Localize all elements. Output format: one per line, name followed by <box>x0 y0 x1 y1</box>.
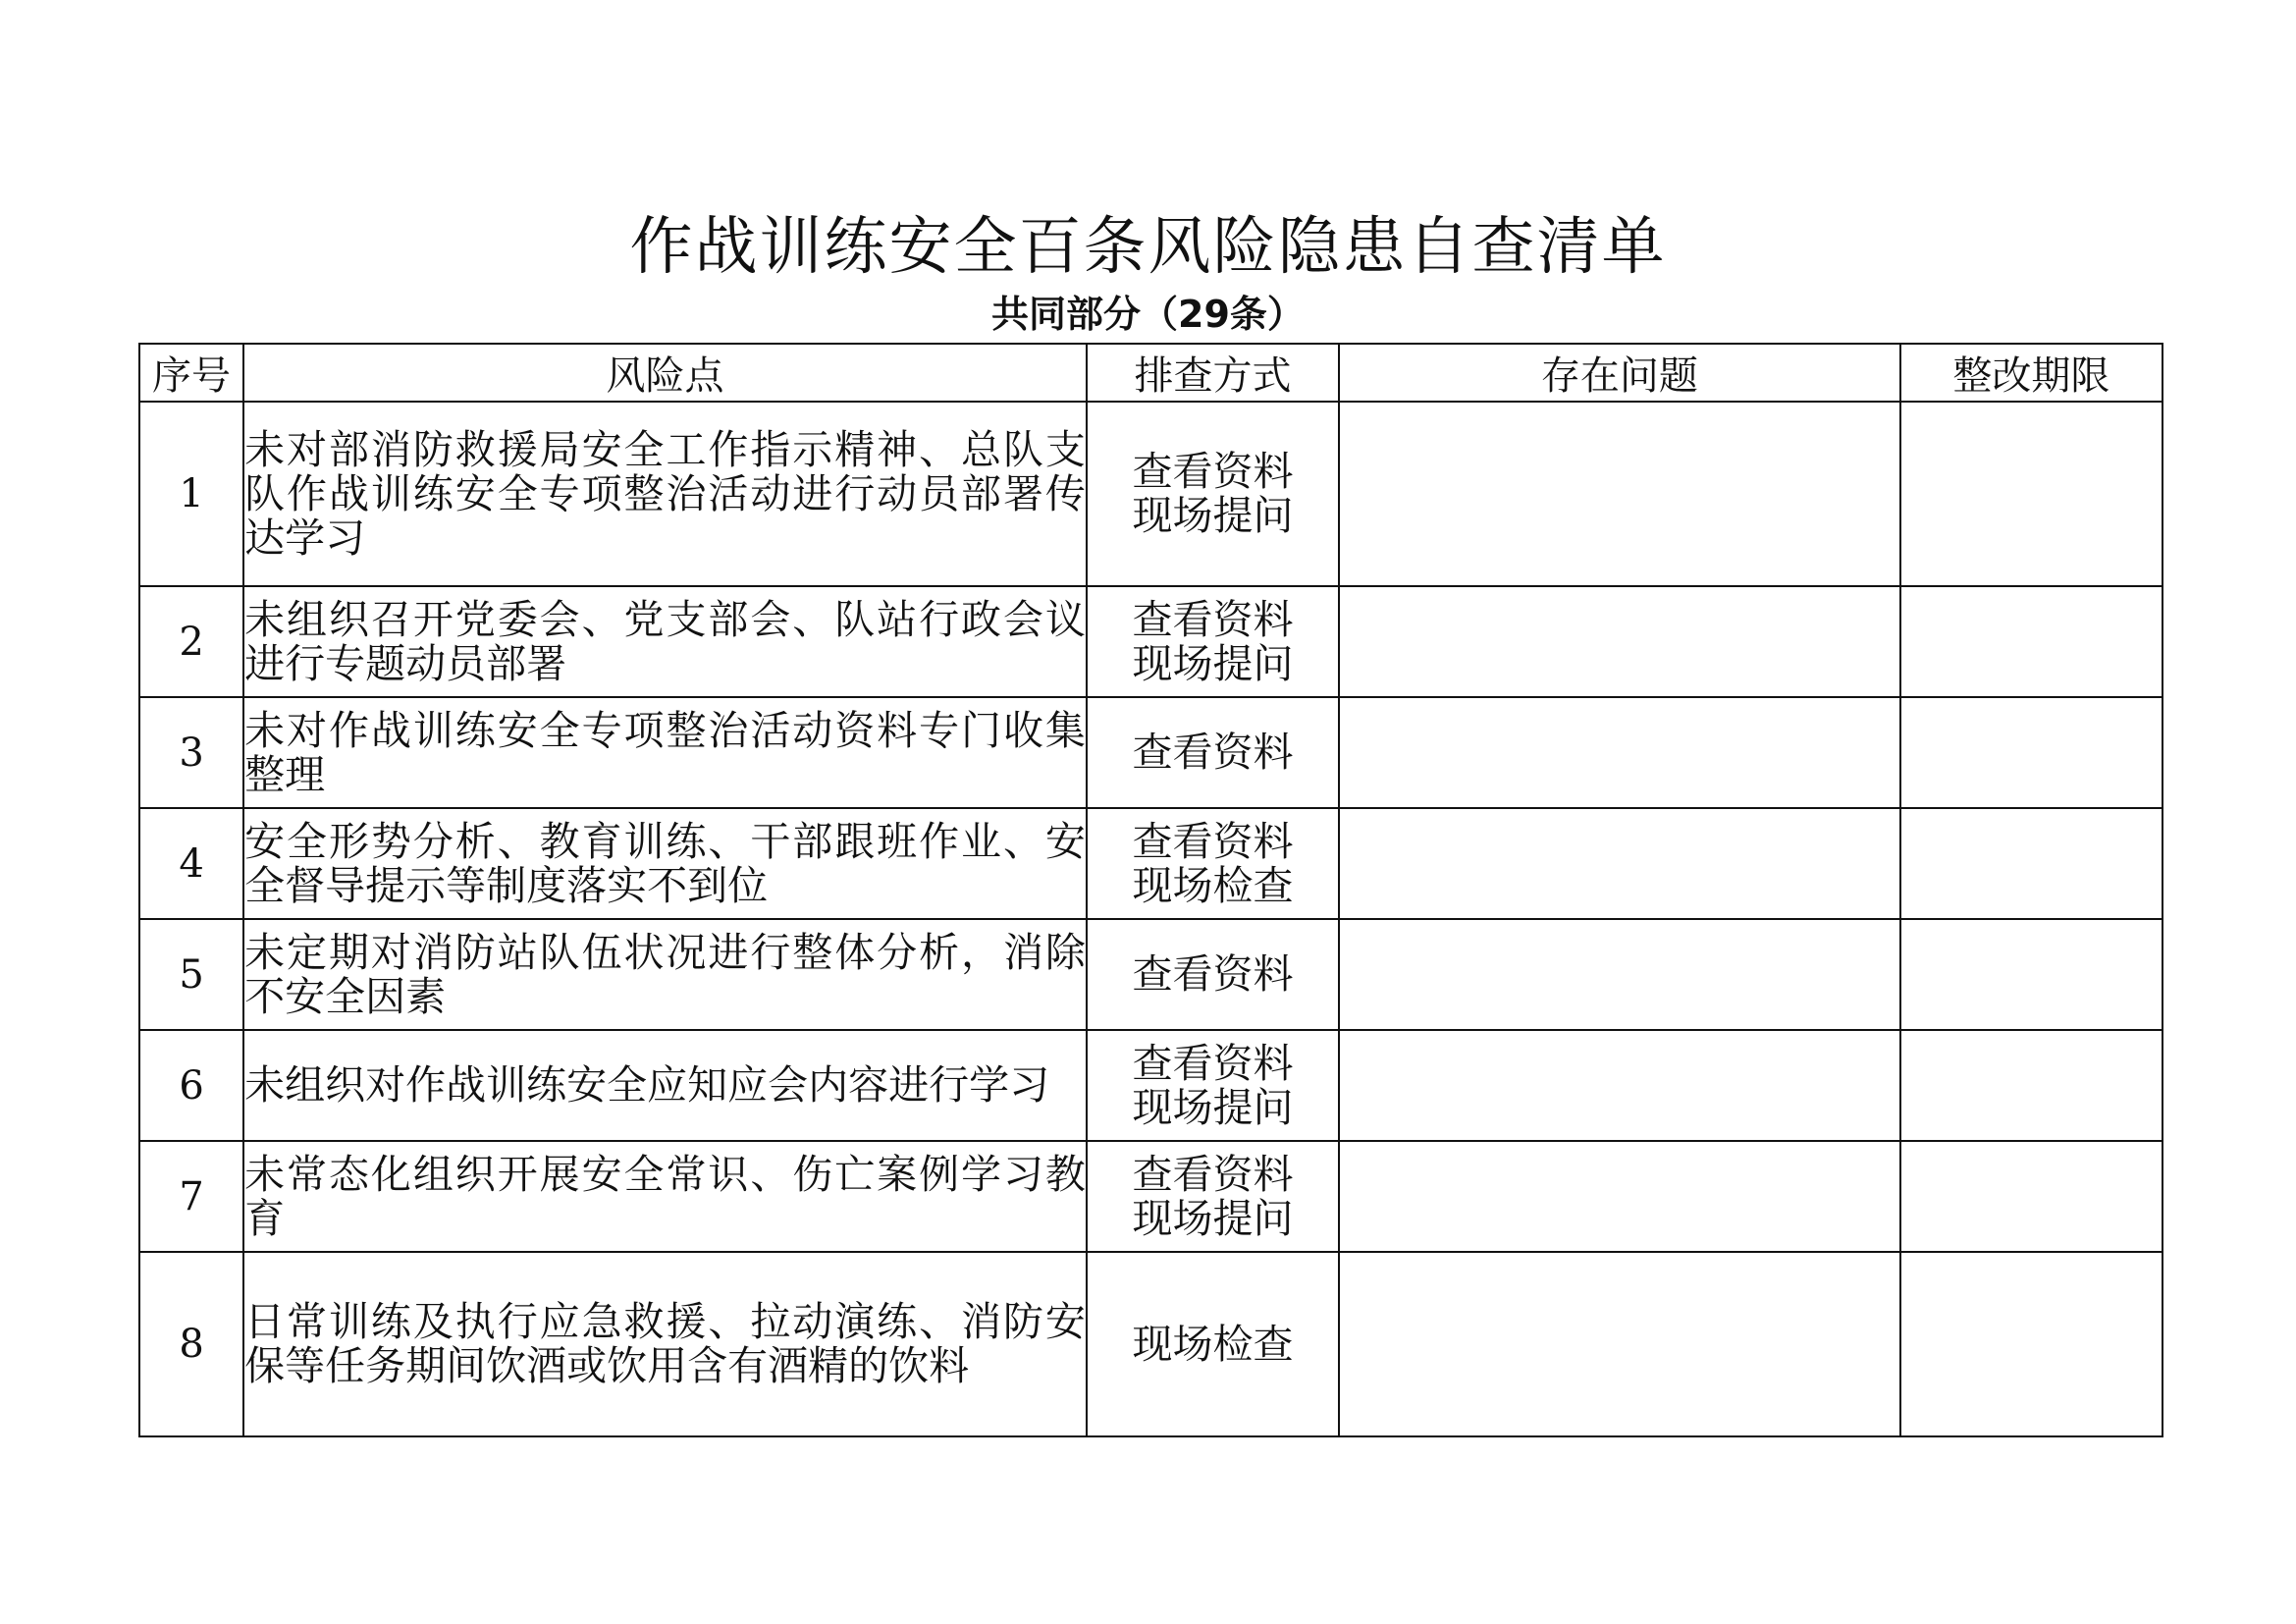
risk-point-cell: 未对部消防救援局安全工作指示精神、总队支队作战训练安全专项整治活动进行动员部署传达学习 <box>243 402 1087 586</box>
check-method-cell: 查看资料 <box>1087 919 1339 1030</box>
header-no: 序号 <box>139 344 243 402</box>
row-number: 3 <box>139 697 243 808</box>
existing-issue-cell[interactable] <box>1339 697 1900 808</box>
row-number: 8 <box>139 1252 243 1436</box>
deadline-cell[interactable] <box>1900 808 2163 919</box>
deadline-cell[interactable] <box>1900 1030 2163 1141</box>
risk-point-cell: 日常训练及执行应急救援、拉动演练、消防安保等任务期间饮酒或饮用含有酒精的饮料 <box>243 1252 1087 1436</box>
row-number: 2 <box>139 586 243 697</box>
check-method-cell: 查看资料 现场检查 <box>1087 808 1339 919</box>
check-method-cell: 查看资料 现场提问 <box>1087 1030 1339 1141</box>
table-row <box>139 402 2163 586</box>
existing-issue-cell[interactable] <box>1339 919 1900 1030</box>
row-number: 5 <box>139 919 243 1030</box>
table-row <box>139 586 2163 697</box>
deadline-cell[interactable] <box>1900 402 2163 586</box>
table-row <box>139 919 2163 1030</box>
existing-issue-cell[interactable] <box>1339 1252 1900 1436</box>
existing-issue-cell[interactable] <box>1339 1030 1900 1141</box>
risk-point-cell: 未常态化组织开展安全常识、伤亡案例学习教育 <box>243 1141 1087 1252</box>
row-number: 4 <box>139 808 243 919</box>
existing-issue-cell[interactable] <box>1339 808 1900 919</box>
deadline-cell[interactable] <box>1900 697 2163 808</box>
deadline-cell[interactable] <box>1900 919 2163 1030</box>
row-number: 7 <box>139 1141 243 1252</box>
deadline-cell[interactable] <box>1900 1252 2163 1436</box>
risk-point-cell: 未组织对作战训练安全应知应会内容进行学习 <box>243 1030 1087 1141</box>
header-risk: 风险点 <box>243 344 1087 402</box>
existing-issue-cell[interactable] <box>1339 1141 1900 1252</box>
row-number: 1 <box>139 402 243 586</box>
check-method-cell: 现场检查 <box>1087 1252 1339 1436</box>
header-deadline: 整改期限 <box>1900 344 2163 402</box>
table-header-row <box>139 344 2163 402</box>
table-row <box>139 1141 2163 1252</box>
deadline-cell[interactable] <box>1900 1141 2163 1252</box>
risk-point-cell: 安全形势分析、教育训练、干部跟班作业、安全督导提示等制度落实不到位 <box>243 808 1087 919</box>
row-number: 6 <box>139 1030 243 1141</box>
table-row <box>139 697 2163 808</box>
header-issue: 存在问题 <box>1339 344 1900 402</box>
risk-checklist-table <box>138 343 2163 1437</box>
check-method-cell: 查看资料 <box>1087 697 1339 808</box>
document-subtitle: 共同部分（29条） <box>991 293 1305 336</box>
document-title: 作战训练安全百条风险隐患自查清单 <box>629 211 1667 284</box>
risk-point-cell: 未组织召开党委会、党支部会、队站行政会议进行专题动员部署 <box>243 586 1087 697</box>
risk-point-cell: 未对作战训练安全专项整治活动资料专门收集整理 <box>243 697 1087 808</box>
existing-issue-cell[interactable] <box>1339 586 1900 697</box>
check-method-cell: 查看资料 现场提问 <box>1087 402 1339 586</box>
risk-point-cell: 未定期对消防站队伍状况进行整体分析，消除不安全因素 <box>243 919 1087 1030</box>
table-row <box>139 1030 2163 1141</box>
existing-issue-cell[interactable] <box>1339 402 1900 586</box>
check-method-cell: 查看资料 现场提问 <box>1087 1141 1339 1252</box>
check-method-cell: 查看资料 现场提问 <box>1087 586 1339 697</box>
header-method: 排查方式 <box>1087 344 1339 402</box>
table-row <box>139 808 2163 919</box>
table-row <box>139 1252 2163 1436</box>
deadline-cell[interactable] <box>1900 586 2163 697</box>
